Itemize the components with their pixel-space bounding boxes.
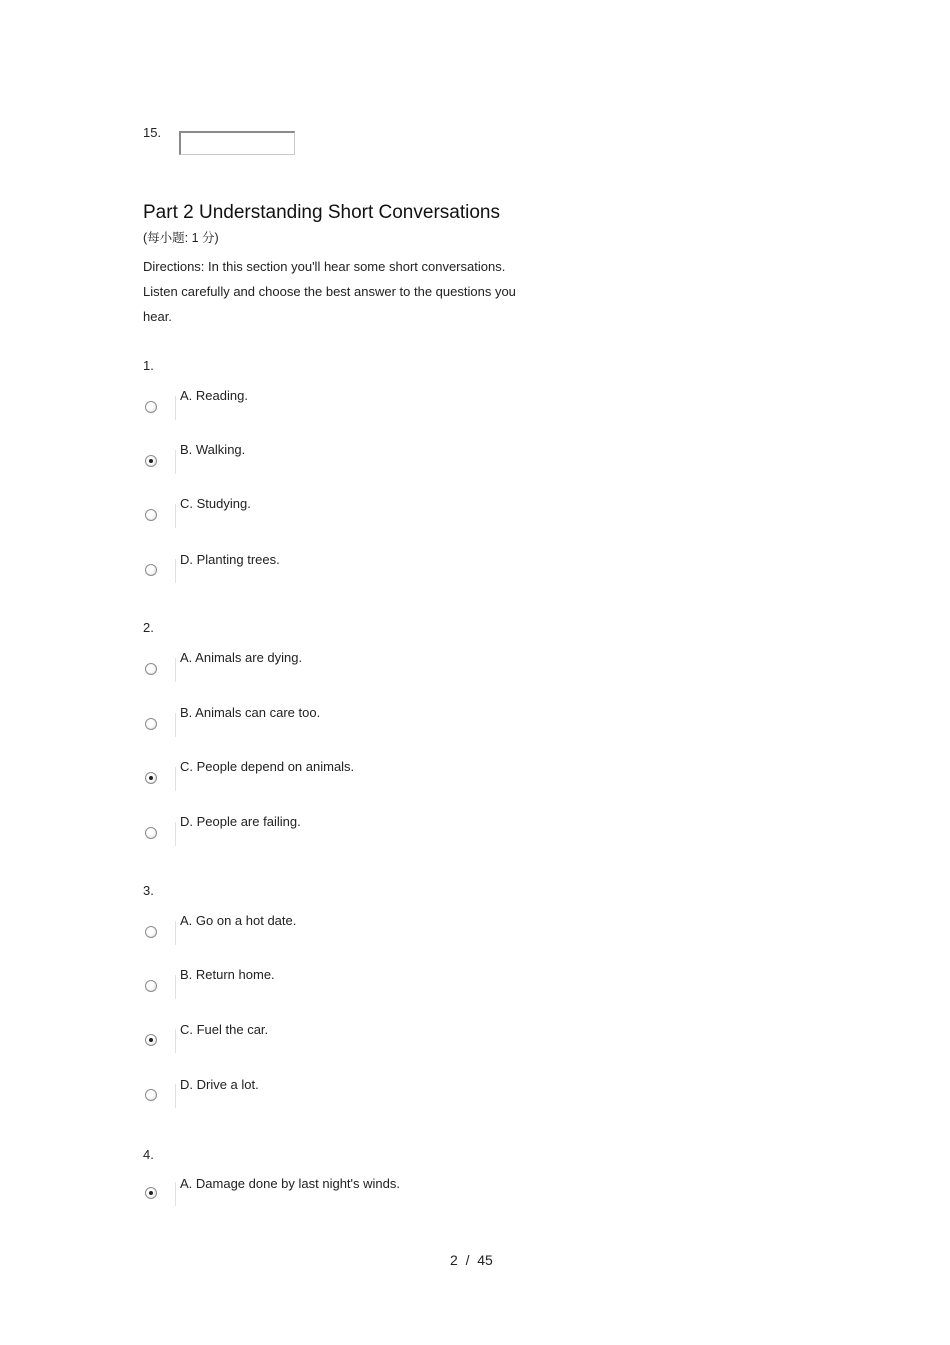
option-divider (175, 450, 176, 474)
question-number: 2. (143, 620, 154, 635)
radio-q3-d[interactable] (145, 1089, 157, 1101)
option-label: B. Animals can care too. (180, 705, 321, 720)
directions-text: Directions: In this section you'll hear some short conversations. Listen carefully and choose the best answer to the questions you hear. (143, 259, 516, 324)
radio-q3-c[interactable] (145, 1034, 157, 1046)
radio-q1-c[interactable] (145, 509, 157, 521)
option-divider (175, 396, 176, 420)
page-number: 2 / 45 (450, 1252, 493, 1268)
option-divider (175, 921, 176, 945)
option-divider (175, 767, 176, 791)
option-divider (175, 1084, 176, 1108)
option-divider (175, 658, 176, 682)
option-label: C. Studying. (180, 496, 251, 511)
radio-selected-dot (149, 776, 153, 780)
question-number: 1. (143, 358, 154, 373)
answer-input-15[interactable] (179, 131, 295, 155)
question-number: 15. (143, 125, 162, 140)
radio-q2-a[interactable] (145, 663, 157, 675)
radio-q2-b[interactable] (145, 718, 157, 730)
option-label: C. Fuel the car. (180, 1022, 269, 1037)
option-label: D. Drive a lot. (180, 1077, 259, 1092)
radio-selected-dot (149, 1191, 153, 1195)
radio-q1-d[interactable] (145, 564, 157, 576)
option-label: A. Reading. (180, 388, 248, 403)
question-number: 3. (143, 883, 154, 898)
option-divider (175, 822, 176, 846)
option-divider (175, 1029, 176, 1053)
radio-q2-c[interactable] (145, 772, 157, 784)
option-label: A. Go on a hot date. (180, 913, 297, 928)
option-divider (175, 504, 176, 528)
option-label: D. People are failing. (180, 814, 301, 829)
option-label: C. People depend on animals. (180, 759, 355, 774)
radio-q4-a[interactable] (145, 1187, 157, 1199)
radio-q2-d[interactable] (145, 827, 157, 839)
question-number: 4. (143, 1147, 154, 1162)
option-divider (175, 713, 176, 737)
radio-q1-a[interactable] (145, 401, 157, 413)
radio-q3-a[interactable] (145, 926, 157, 938)
section-title: Part 2 Understanding Short Conversations (143, 202, 500, 223)
radio-selected-dot (149, 459, 153, 463)
option-label: A. Damage done by last night's winds. (180, 1176, 400, 1191)
option-label: B. Return home. (180, 967, 275, 982)
radio-q1-b[interactable] (145, 455, 157, 467)
radio-selected-dot (149, 1038, 153, 1042)
score-note: (每小题: 1 分) (143, 231, 219, 245)
option-divider (175, 975, 176, 999)
option-divider (175, 1182, 176, 1206)
radio-q3-b[interactable] (145, 980, 157, 992)
option-divider (175, 559, 176, 583)
option-label: D. Planting trees. (180, 552, 280, 567)
option-label: A. Animals are dying. (180, 650, 303, 665)
option-label: B. Walking. (180, 442, 246, 457)
